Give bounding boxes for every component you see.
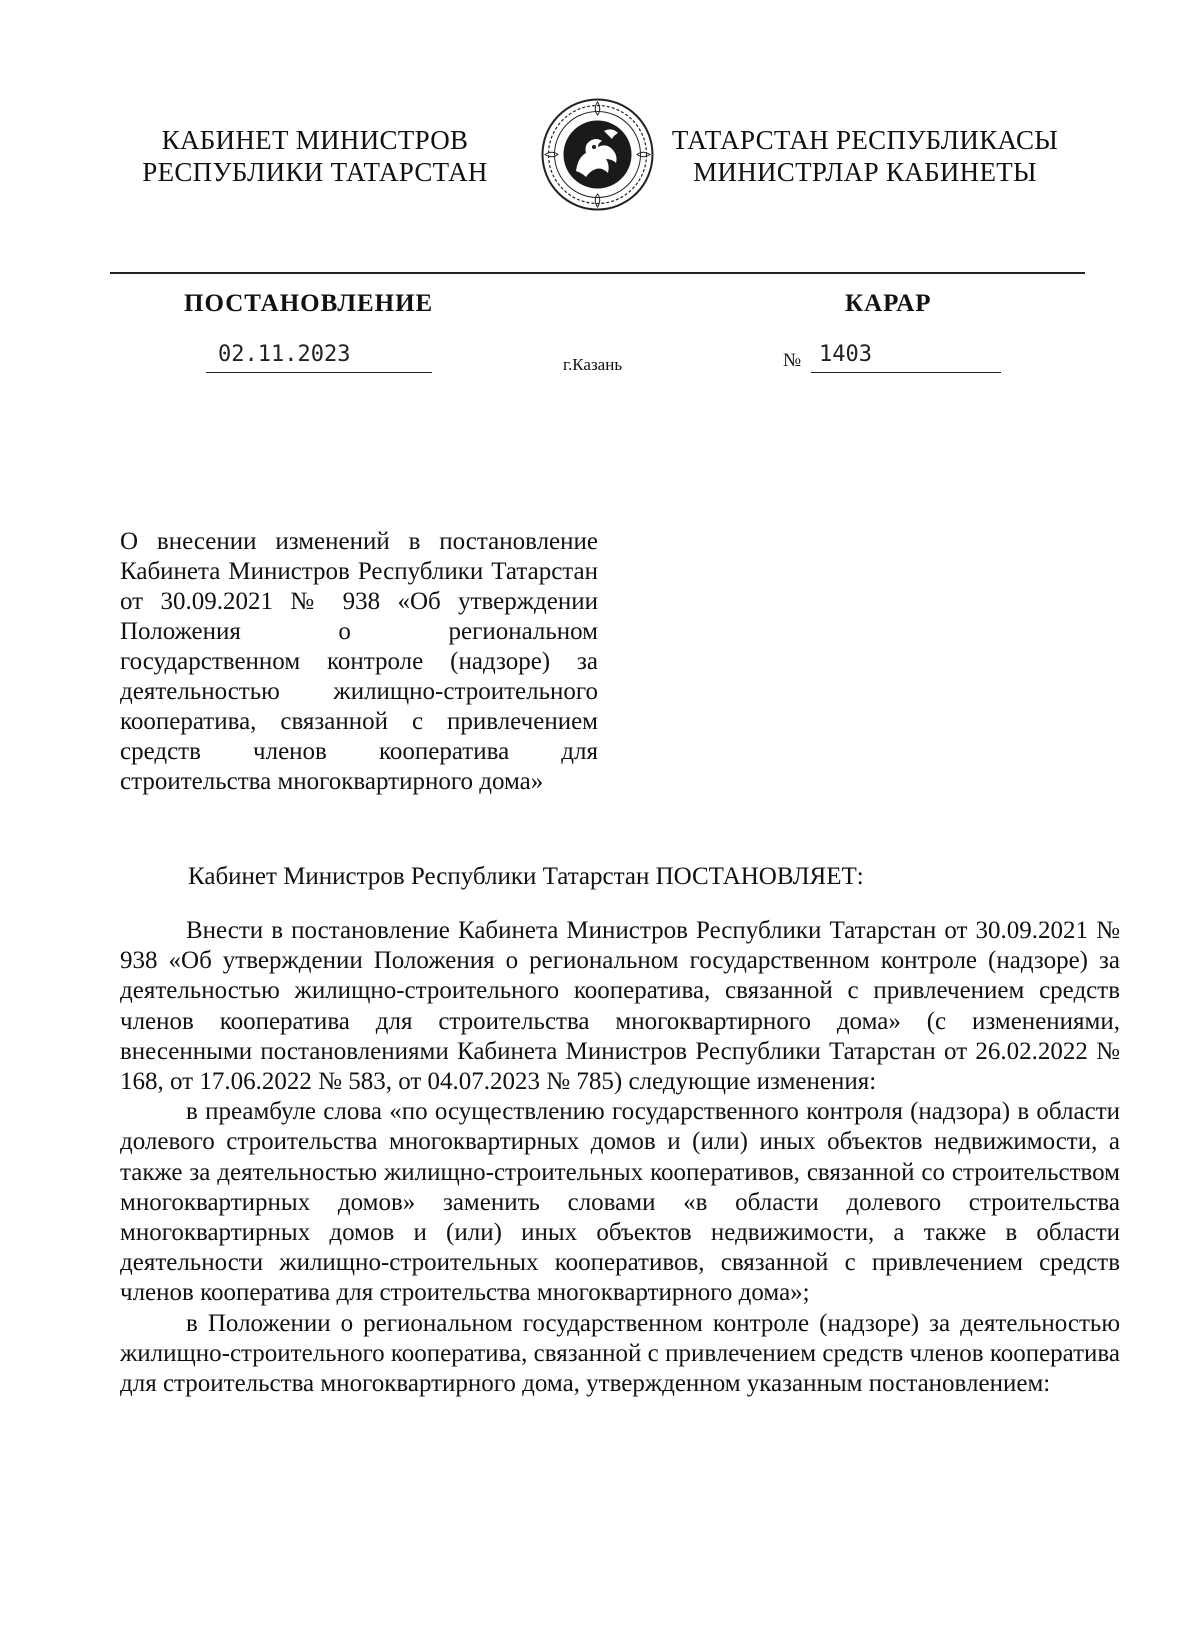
issuer-tatar-line1: ТАТАРСТАН РЕСПУБЛИКАСЫ xyxy=(671,125,1059,155)
issuer-russian-line1: КАБИНЕТ МИНИСТРОВ xyxy=(161,125,469,155)
city-label: г.Казань xyxy=(563,355,623,374)
number-sign: № xyxy=(783,350,802,371)
issuer-tatar-line2: МИНИСТРЛАР КАБИНЕТЫ xyxy=(693,157,1037,187)
preamble: Кабинет Министров Республики Татарстан ПОСТАНОВЛЯЕТ: xyxy=(188,863,864,890)
doc-type-tatar: КАРАР xyxy=(845,290,932,317)
body-paragraph: Внести в постановление Кабинета Министров Республики Татарстан от 30.09.2021 № 938 «Об утверждении Положения о региональном государственном контроле (надзоре) за деятельностью жилищно-строительного кооператива, связанной с привлечением средств членов кооператива для строительства многоквартирного дома» (с изменениями, внесенными постановлениями Кабинета Министров Республики Татарстан от 26.02.2022 № 168, от 17.06.2022 № 583, от 04.07.2023 № 785) следующие изменения: xyxy=(120,917,1120,1096)
date-value: 02.11.2023 xyxy=(218,342,351,367)
date-field xyxy=(206,342,432,373)
document-subject: О внесении изменений в постановление Кабинета Министров Республики Татарстан от 30.09.2021 № 938 «Об утверждении Положения о региональном государственном контроле (надзоре) за деятельностью жилищно-строительного кооператива, связанной с привлечением средств членов кооператива для строительства многоквартирного дома» xyxy=(120,528,598,795)
issuer-russian xyxy=(110,124,520,188)
number-value: 1403 xyxy=(819,342,872,367)
document-body xyxy=(120,916,1120,1399)
issuer-russian-line2: РЕСПУБЛИКИ ТАТАРСТАН xyxy=(142,157,488,187)
body-paragraph: в Положении о региональном государственном контроле (надзоре) за деятельностью жилищно-строительного кооператива, связанной с привлечением средств членов кооператива для строительства многоквартирного дома, утвержденном указанным постановлением: xyxy=(120,1309,1120,1398)
doc-type-russian: ПОСТАНОВЛЕНИЕ xyxy=(184,290,434,317)
number-field xyxy=(811,342,1001,373)
issuer-tatar xyxy=(655,124,1075,188)
header-divider xyxy=(110,272,1085,274)
body-paragraph: в преамбуле слова «по осуществлению государственного контроля (надзора) в области долевого строительства многоквартирных домов и (или) иных объектов недвижимости, а также за деятельностью жилищно-строительных кооперативов, связанной со строительством многоквартирных домов» заменить словами «в области долевого строительства многоквартирных домов и (или) иных объектов недвижимости, а также в области деятельности жилищно-строительных кооперативов, связанной с привлечением средств членов кооператива для строительства многоквартирного дома»; xyxy=(120,1098,1120,1307)
coat-of-arms-emblem-icon xyxy=(540,97,655,212)
